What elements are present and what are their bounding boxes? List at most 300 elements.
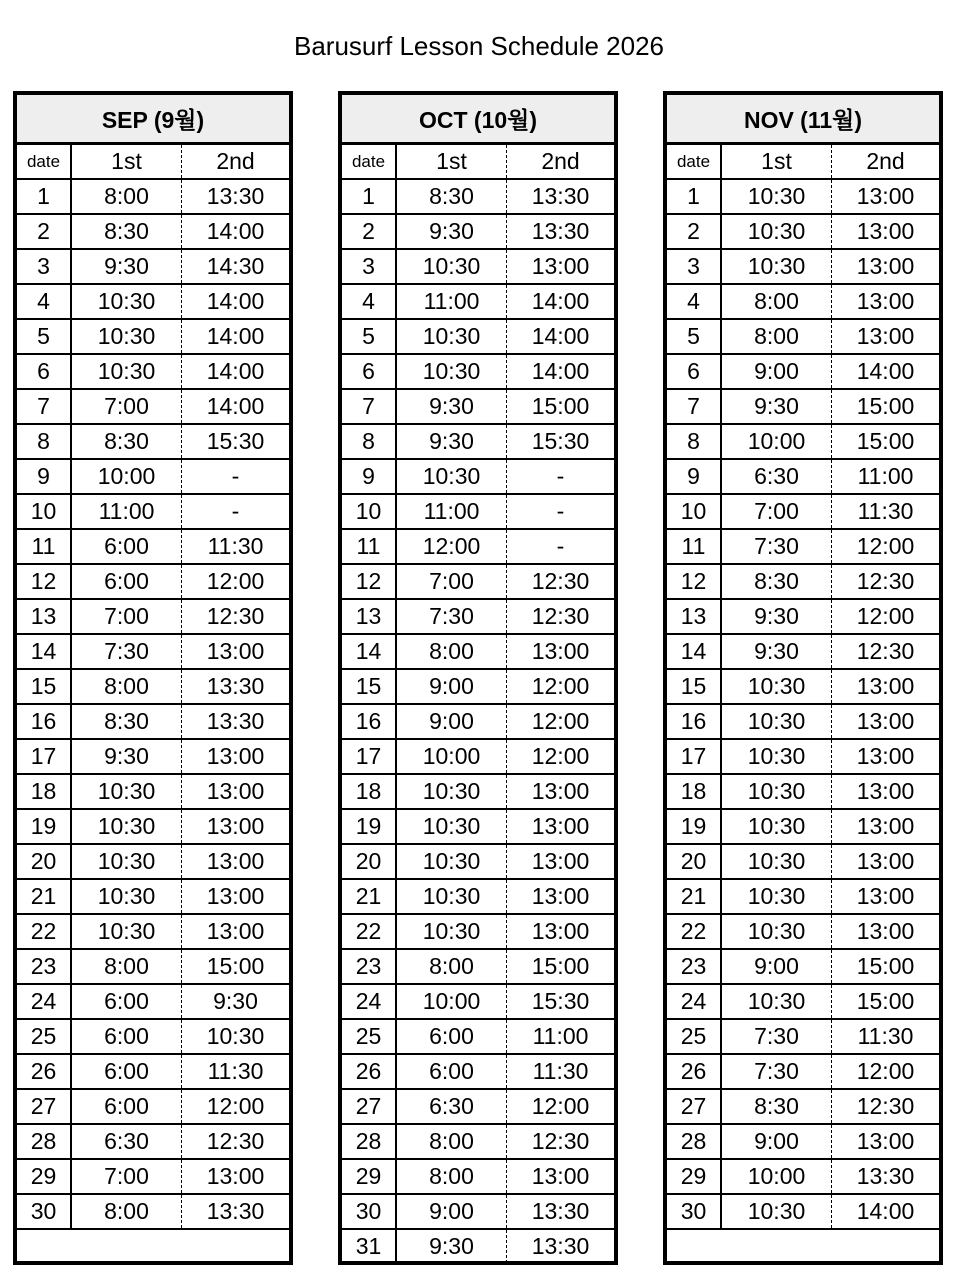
date-cell: 14 bbox=[17, 635, 72, 668]
table-row bbox=[17, 845, 289, 880]
table-row bbox=[17, 635, 289, 670]
first-lesson-cell: 10:30 bbox=[722, 250, 832, 283]
first-lesson-cell: 10:30 bbox=[397, 810, 507, 843]
table-row bbox=[17, 215, 289, 250]
table-row bbox=[667, 950, 939, 985]
table-row bbox=[342, 530, 614, 565]
first-lesson-cell: 8:30 bbox=[72, 215, 182, 248]
second-lesson-cell: 11:30 bbox=[207, 533, 264, 559]
second-lesson-cell: 15:00 bbox=[531, 393, 590, 419]
date-cell: 18 bbox=[667, 775, 722, 808]
month-header: SEP (9월) bbox=[17, 95, 289, 145]
first-lesson-cell: 7:30 bbox=[722, 530, 832, 563]
table-row bbox=[17, 1195, 289, 1230]
first-lesson-cell: 6:00 bbox=[72, 1055, 182, 1088]
first-lesson-cell: 6:00 bbox=[397, 1055, 507, 1088]
first-lesson-cell: 9:30 bbox=[72, 740, 182, 773]
first-lesson-cell: 10:00 bbox=[722, 1160, 832, 1193]
first-lesson-cell: 6:00 bbox=[72, 1020, 182, 1053]
table-row bbox=[667, 1160, 939, 1195]
second-lesson-cell: 13:00 bbox=[856, 813, 915, 839]
table-row bbox=[667, 215, 939, 250]
date-cell: 27 bbox=[342, 1090, 397, 1123]
first-lesson-cell: 9:00 bbox=[397, 1195, 507, 1228]
table-row bbox=[667, 1125, 939, 1160]
month-header: OCT (10월) bbox=[342, 95, 614, 145]
second-lesson-cell: 12:30 bbox=[531, 568, 590, 594]
first-lesson-cell: 6:30 bbox=[397, 1090, 507, 1123]
second-lesson-column-header: 2nd bbox=[866, 148, 905, 174]
second-lesson-cell: 12:00 bbox=[856, 1058, 915, 1084]
second-lesson-cell: 12:00 bbox=[856, 533, 915, 559]
first-lesson-cell: 10:00 bbox=[72, 460, 182, 493]
date-cell: 16 bbox=[667, 705, 722, 738]
second-lesson-cell: 13:00 bbox=[856, 743, 915, 769]
table-row bbox=[17, 250, 289, 285]
second-lesson-cell: 12:30 bbox=[531, 603, 590, 629]
table-row bbox=[342, 1195, 614, 1230]
first-lesson-column-header: 1st bbox=[397, 145, 507, 178]
first-lesson-cell: 7:00 bbox=[72, 390, 182, 423]
second-lesson-cell: - bbox=[556, 533, 565, 559]
table-row bbox=[667, 320, 939, 355]
table-row bbox=[342, 495, 614, 530]
date-cell: 10 bbox=[342, 495, 397, 528]
second-lesson-cell: 13:00 bbox=[856, 848, 915, 874]
table-row bbox=[342, 565, 614, 600]
first-lesson-cell: 9:00 bbox=[722, 950, 832, 983]
date-cell: 29 bbox=[17, 1160, 72, 1193]
date-cell: 21 bbox=[667, 880, 722, 913]
date-cell: 16 bbox=[17, 705, 72, 738]
second-lesson-cell: 13:30 bbox=[206, 183, 265, 209]
second-lesson-cell: 13:00 bbox=[856, 218, 915, 244]
first-lesson-cell: 10:30 bbox=[397, 460, 507, 493]
date-cell: 28 bbox=[17, 1125, 72, 1158]
table-row bbox=[17, 390, 289, 425]
table-row bbox=[17, 460, 289, 495]
first-lesson-cell: 10:30 bbox=[72, 285, 182, 318]
date-cell: 13 bbox=[667, 600, 722, 633]
table-row bbox=[342, 320, 614, 355]
date-cell: 19 bbox=[17, 810, 72, 843]
first-lesson-cell: 10:30 bbox=[722, 740, 832, 773]
second-lesson-cell: 13:00 bbox=[531, 253, 590, 279]
date-cell: 6 bbox=[17, 355, 72, 388]
date-column-header: date bbox=[17, 145, 72, 178]
date-cell: 21 bbox=[342, 880, 397, 913]
table-row bbox=[342, 250, 614, 285]
table-row bbox=[667, 355, 939, 390]
second-lesson-cell: 15:00 bbox=[856, 428, 915, 454]
first-lesson-cell: 10:30 bbox=[722, 670, 832, 703]
first-lesson-cell: 7:00 bbox=[72, 1160, 182, 1193]
table-row bbox=[17, 285, 289, 320]
date-cell: 9 bbox=[667, 460, 722, 493]
second-lesson-cell: 12:30 bbox=[206, 1128, 265, 1154]
date-cell: 31 bbox=[342, 1230, 397, 1263]
first-lesson-cell: 8:30 bbox=[722, 1090, 832, 1123]
month-header: NOV (11월) bbox=[667, 95, 939, 145]
first-lesson-cell: 10:30 bbox=[722, 810, 832, 843]
first-lesson-cell: 8:00 bbox=[397, 635, 507, 668]
first-lesson-cell: 6:00 bbox=[72, 565, 182, 598]
second-lesson-cell: 13:00 bbox=[206, 883, 265, 909]
day-rows bbox=[17, 180, 289, 1265]
second-lesson-cell: 13:00 bbox=[206, 918, 265, 944]
table-row bbox=[342, 180, 614, 215]
second-lesson-cell: 15:00 bbox=[206, 953, 265, 979]
table-row bbox=[342, 1055, 614, 1090]
second-lesson-cell: 15:30 bbox=[531, 988, 590, 1014]
second-lesson-cell: - bbox=[556, 463, 565, 489]
date-cell: 30 bbox=[17, 1195, 72, 1228]
column-header-row bbox=[342, 145, 614, 180]
second-lesson-cell: 12:30 bbox=[856, 568, 915, 594]
first-lesson-cell: 10:30 bbox=[72, 915, 182, 948]
date-cell: 24 bbox=[667, 985, 722, 1018]
second-lesson-cell: 10:30 bbox=[206, 1023, 265, 1049]
first-lesson-cell: 6:00 bbox=[397, 1020, 507, 1053]
date-cell: 28 bbox=[667, 1125, 722, 1158]
first-lesson-cell: 7:30 bbox=[397, 600, 507, 633]
second-lesson-cell: 13:30 bbox=[531, 1198, 590, 1224]
second-lesson-cell: 14:00 bbox=[206, 218, 265, 244]
table-row bbox=[17, 1125, 289, 1160]
date-cell: 6 bbox=[667, 355, 722, 388]
first-lesson-cell: 6:00 bbox=[72, 985, 182, 1018]
table-row bbox=[667, 1020, 939, 1055]
first-lesson-cell: 8:00 bbox=[72, 670, 182, 703]
first-lesson-cell: 10:30 bbox=[722, 880, 832, 913]
first-lesson-cell: 8:00 bbox=[397, 950, 507, 983]
second-lesson-cell: 13:00 bbox=[206, 778, 265, 804]
date-cell: 1 bbox=[342, 180, 397, 213]
first-lesson-cell: 10:30 bbox=[72, 845, 182, 878]
first-lesson-cell: 9:30 bbox=[397, 1230, 507, 1263]
first-lesson-cell: 10:30 bbox=[397, 880, 507, 913]
table-row bbox=[17, 355, 289, 390]
table-row bbox=[667, 530, 939, 565]
first-lesson-cell: 8:00 bbox=[722, 285, 832, 318]
first-lesson-cell: 9:30 bbox=[722, 600, 832, 633]
date-cell: 22 bbox=[667, 915, 722, 948]
table-row bbox=[667, 810, 939, 845]
first-lesson-cell: 8:00 bbox=[72, 180, 182, 213]
first-lesson-cell: 7:30 bbox=[722, 1055, 832, 1088]
first-lesson-cell: 8:30 bbox=[72, 425, 182, 458]
second-lesson-cell: 14:00 bbox=[531, 358, 590, 384]
first-lesson-cell: 9:00 bbox=[397, 670, 507, 703]
month-table-sep bbox=[13, 91, 293, 1265]
table-row bbox=[17, 1055, 289, 1090]
date-cell: 20 bbox=[17, 845, 72, 878]
date-cell: 8 bbox=[17, 425, 72, 458]
date-cell: 11 bbox=[342, 530, 397, 563]
second-lesson-cell: 13:00 bbox=[531, 883, 590, 909]
second-lesson-cell: 15:30 bbox=[531, 428, 590, 454]
table-row bbox=[342, 950, 614, 985]
table-row bbox=[342, 355, 614, 390]
first-lesson-cell: 6:30 bbox=[722, 460, 832, 493]
date-cell: 9 bbox=[342, 460, 397, 493]
second-lesson-cell: 14:30 bbox=[206, 253, 265, 279]
second-lesson-cell: 11:30 bbox=[532, 1058, 589, 1084]
table-row bbox=[667, 565, 939, 600]
table-row bbox=[342, 600, 614, 635]
table-row bbox=[667, 425, 939, 460]
second-lesson-cell: 12:30 bbox=[206, 603, 265, 629]
table-row bbox=[667, 705, 939, 740]
date-cell: 15 bbox=[667, 670, 722, 703]
date-cell: 14 bbox=[667, 635, 722, 668]
second-lesson-cell: 14:00 bbox=[206, 323, 265, 349]
first-lesson-column-header: 1st bbox=[722, 145, 832, 178]
second-lesson-cell: 12:00 bbox=[856, 603, 915, 629]
second-lesson-cell: 15:00 bbox=[856, 988, 915, 1014]
date-cell: 25 bbox=[342, 1020, 397, 1053]
first-lesson-cell: 10:00 bbox=[722, 425, 832, 458]
second-lesson-cell: 15:00 bbox=[856, 393, 915, 419]
date-cell: 26 bbox=[667, 1055, 722, 1088]
table-row bbox=[667, 390, 939, 425]
date-cell: 23 bbox=[342, 950, 397, 983]
second-lesson-cell: 13:00 bbox=[531, 638, 590, 664]
date-cell: 1 bbox=[17, 180, 72, 213]
date-column-header: date bbox=[342, 145, 397, 178]
date-cell: 7 bbox=[342, 390, 397, 423]
first-lesson-cell: 11:00 bbox=[72, 495, 182, 528]
date-cell: 27 bbox=[667, 1090, 722, 1123]
date-cell: 17 bbox=[17, 740, 72, 773]
second-lesson-cell: 13:00 bbox=[856, 323, 915, 349]
second-lesson-cell: - bbox=[231, 463, 240, 489]
date-cell: 2 bbox=[342, 215, 397, 248]
date-cell: 30 bbox=[667, 1195, 722, 1228]
second-lesson-column-header: 2nd bbox=[216, 148, 255, 174]
second-lesson-cell: 13:00 bbox=[531, 918, 590, 944]
date-cell: 17 bbox=[667, 740, 722, 773]
first-lesson-cell: 8:00 bbox=[72, 1195, 182, 1228]
date-cell: 16 bbox=[342, 705, 397, 738]
date-cell: 8 bbox=[342, 425, 397, 458]
table-row bbox=[17, 1020, 289, 1055]
table-row bbox=[342, 1125, 614, 1160]
empty-row bbox=[17, 1230, 289, 1265]
first-lesson-cell: 10:30 bbox=[397, 775, 507, 808]
column-header-row bbox=[17, 145, 289, 180]
table-row bbox=[17, 565, 289, 600]
date-cell: 12 bbox=[17, 565, 72, 598]
first-lesson-cell: 10:30 bbox=[722, 775, 832, 808]
second-lesson-cell: 13:00 bbox=[531, 778, 590, 804]
second-lesson-cell: 12:30 bbox=[856, 638, 915, 664]
first-lesson-cell: 10:00 bbox=[397, 985, 507, 1018]
first-lesson-cell: 10:30 bbox=[72, 775, 182, 808]
table-row bbox=[17, 810, 289, 845]
date-cell: 5 bbox=[17, 320, 72, 353]
first-lesson-cell: 10:00 bbox=[397, 740, 507, 773]
second-lesson-cell: 11:00 bbox=[857, 463, 914, 489]
table-row bbox=[342, 845, 614, 880]
table-row bbox=[342, 775, 614, 810]
table-row bbox=[17, 1160, 289, 1195]
month-table-oct bbox=[338, 91, 618, 1265]
table-row bbox=[667, 775, 939, 810]
second-lesson-cell: 13:00 bbox=[206, 1163, 265, 1189]
table-row bbox=[17, 425, 289, 460]
first-lesson-cell: 10:30 bbox=[722, 915, 832, 948]
date-cell: 19 bbox=[667, 810, 722, 843]
date-cell: 5 bbox=[667, 320, 722, 353]
date-cell: 13 bbox=[342, 600, 397, 633]
table-row bbox=[342, 915, 614, 950]
date-cell: 19 bbox=[342, 810, 397, 843]
first-lesson-cell: 9:00 bbox=[722, 1125, 832, 1158]
first-lesson-cell: 6:30 bbox=[72, 1125, 182, 1158]
table-row bbox=[667, 1055, 939, 1090]
table-row bbox=[667, 635, 939, 670]
first-lesson-cell: 8:30 bbox=[722, 565, 832, 598]
second-lesson-cell: 13:30 bbox=[206, 1198, 265, 1224]
first-lesson-cell: 9:00 bbox=[722, 355, 832, 388]
table-row bbox=[667, 845, 939, 880]
second-lesson-cell: 13:00 bbox=[856, 673, 915, 699]
date-cell: 23 bbox=[17, 950, 72, 983]
first-lesson-cell: 7:00 bbox=[72, 600, 182, 633]
table-row bbox=[667, 250, 939, 285]
date-cell: 11 bbox=[17, 530, 72, 563]
date-cell: 6 bbox=[342, 355, 397, 388]
date-cell: 26 bbox=[17, 1055, 72, 1088]
table-row bbox=[667, 985, 939, 1020]
first-lesson-cell: 10:30 bbox=[397, 845, 507, 878]
table-row bbox=[342, 285, 614, 320]
date-cell: 15 bbox=[342, 670, 397, 703]
second-lesson-cell: 13:00 bbox=[856, 778, 915, 804]
table-row bbox=[17, 495, 289, 530]
date-cell: 12 bbox=[342, 565, 397, 598]
table-row bbox=[667, 1090, 939, 1125]
second-lesson-cell: 11:30 bbox=[207, 1058, 264, 1084]
first-lesson-cell: 10:30 bbox=[72, 320, 182, 353]
second-lesson-column-header: 2nd bbox=[541, 148, 580, 174]
date-cell: 21 bbox=[17, 880, 72, 913]
first-lesson-cell: 10:30 bbox=[722, 180, 832, 213]
second-lesson-cell: - bbox=[556, 498, 565, 524]
first-lesson-cell: 7:30 bbox=[72, 635, 182, 668]
first-lesson-cell: 10:30 bbox=[722, 705, 832, 738]
first-lesson-cell: 7:00 bbox=[722, 495, 832, 528]
date-column-header: date bbox=[667, 145, 722, 178]
second-lesson-cell: 11:30 bbox=[857, 1023, 914, 1049]
date-cell: 27 bbox=[17, 1090, 72, 1123]
date-cell: 5 bbox=[342, 320, 397, 353]
first-lesson-cell: 6:00 bbox=[72, 530, 182, 563]
second-lesson-cell: 14:00 bbox=[856, 358, 915, 384]
table-row bbox=[667, 670, 939, 705]
table-row bbox=[342, 635, 614, 670]
table-row bbox=[17, 950, 289, 985]
table-row bbox=[342, 460, 614, 495]
date-cell: 15 bbox=[17, 670, 72, 703]
second-lesson-cell: 12:00 bbox=[531, 743, 590, 769]
date-cell: 23 bbox=[667, 950, 722, 983]
table-row bbox=[342, 390, 614, 425]
second-lesson-cell: 14:00 bbox=[531, 323, 590, 349]
second-lesson-cell: 14:00 bbox=[206, 358, 265, 384]
date-cell: 14 bbox=[342, 635, 397, 668]
table-row bbox=[342, 670, 614, 705]
first-lesson-cell: 8:00 bbox=[397, 1160, 507, 1193]
second-lesson-cell: 13:00 bbox=[856, 883, 915, 909]
table-row bbox=[667, 880, 939, 915]
first-lesson-cell: 10:30 bbox=[397, 320, 507, 353]
second-lesson-cell: 13:00 bbox=[206, 638, 265, 664]
second-lesson-cell: 12:00 bbox=[206, 1093, 265, 1119]
date-cell: 18 bbox=[342, 775, 397, 808]
table-row bbox=[667, 180, 939, 215]
second-lesson-cell: 12:30 bbox=[531, 1128, 590, 1154]
second-lesson-cell: 9:30 bbox=[213, 988, 258, 1014]
date-cell: 3 bbox=[667, 250, 722, 283]
table-row bbox=[342, 1160, 614, 1195]
first-lesson-cell: 10:30 bbox=[722, 1195, 832, 1228]
second-lesson-cell: 14:00 bbox=[856, 1198, 915, 1224]
second-lesson-cell: 13:00 bbox=[856, 1128, 915, 1154]
second-lesson-cell: 12:00 bbox=[531, 673, 590, 699]
column-header-row bbox=[667, 145, 939, 180]
table-row bbox=[342, 740, 614, 775]
second-lesson-cell: 12:00 bbox=[531, 1093, 590, 1119]
table-row bbox=[17, 985, 289, 1020]
first-lesson-cell: 8:00 bbox=[397, 1125, 507, 1158]
second-lesson-cell: 13:00 bbox=[856, 288, 915, 314]
date-cell: 10 bbox=[17, 495, 72, 528]
first-lesson-cell: 10:30 bbox=[72, 355, 182, 388]
table-row bbox=[667, 740, 939, 775]
second-lesson-cell: 11:00 bbox=[532, 1023, 589, 1049]
date-cell: 25 bbox=[667, 1020, 722, 1053]
second-lesson-cell: 13:00 bbox=[531, 813, 590, 839]
date-cell: 18 bbox=[17, 775, 72, 808]
table-row bbox=[17, 600, 289, 635]
table-row bbox=[17, 180, 289, 215]
second-lesson-cell: 12:30 bbox=[856, 1093, 915, 1119]
second-lesson-cell: 13:30 bbox=[206, 673, 265, 699]
first-lesson-cell: 7:00 bbox=[397, 565, 507, 598]
page-title: Barusurf Lesson Schedule 2026 bbox=[293, 31, 665, 61]
table-row bbox=[17, 775, 289, 810]
second-lesson-cell: 13:00 bbox=[856, 183, 915, 209]
second-lesson-cell: 12:00 bbox=[206, 568, 265, 594]
table-row bbox=[17, 915, 289, 950]
table-row bbox=[342, 215, 614, 250]
day-rows bbox=[667, 180, 939, 1265]
first-lesson-cell: 10:30 bbox=[397, 355, 507, 388]
second-lesson-cell: 15:00 bbox=[531, 953, 590, 979]
first-lesson-cell: 10:30 bbox=[72, 810, 182, 843]
first-lesson-cell: 9:30 bbox=[397, 425, 507, 458]
empty-row bbox=[667, 1230, 939, 1265]
table-row bbox=[342, 1020, 614, 1055]
date-cell: 29 bbox=[342, 1160, 397, 1193]
table-row bbox=[667, 600, 939, 635]
second-lesson-cell: 13:30 bbox=[856, 1163, 915, 1189]
date-cell: 10 bbox=[667, 495, 722, 528]
table-row bbox=[342, 705, 614, 740]
date-cell: 2 bbox=[667, 215, 722, 248]
